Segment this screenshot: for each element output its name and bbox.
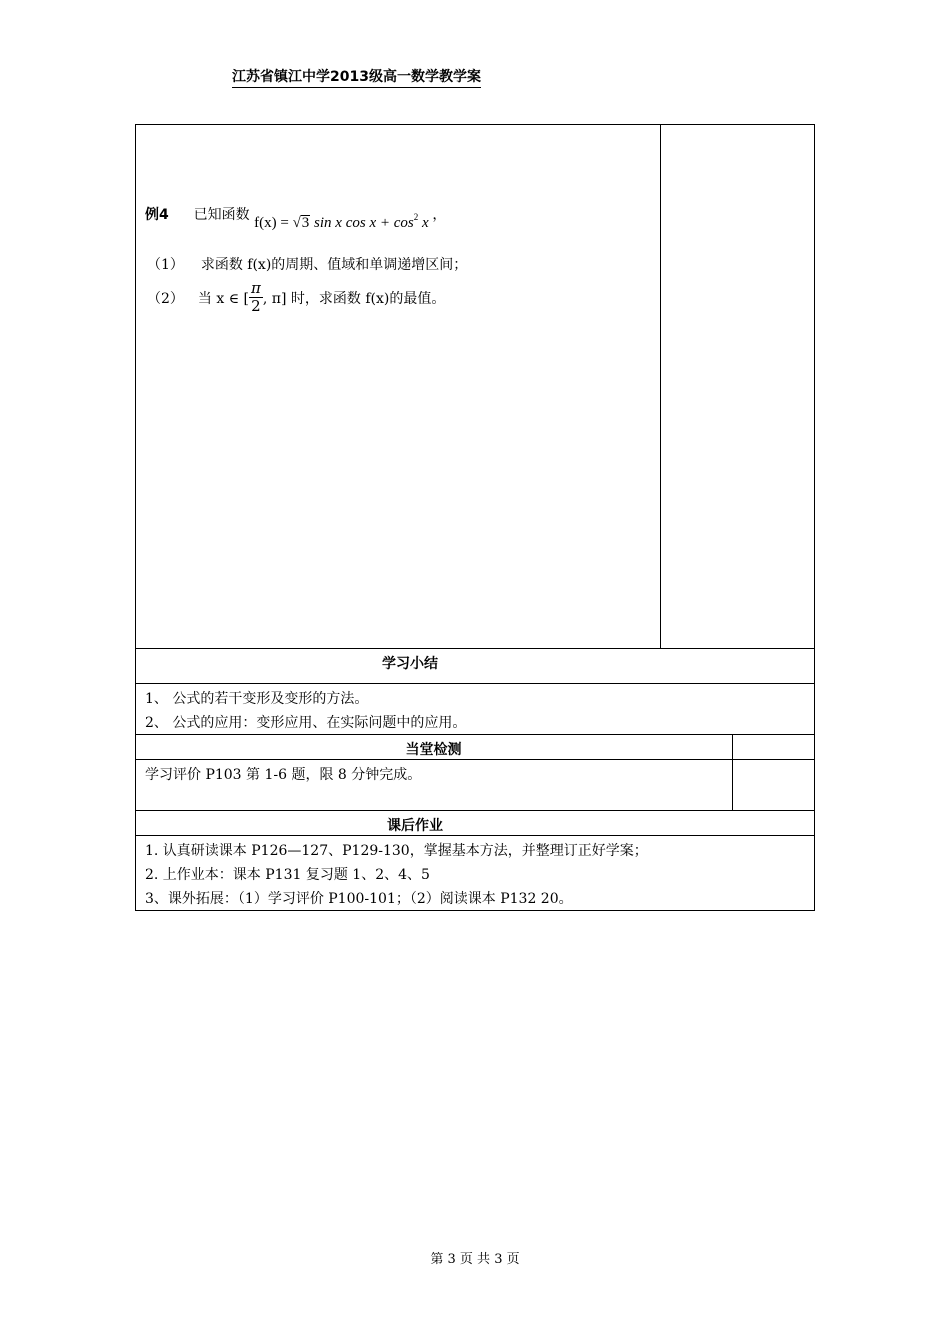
summary-item: 2、 公式的应用：变形应用、在实际问题中的应用。 [145, 715, 467, 731]
question-1: （1） 求函数 f(x)的周期、值域和单调递增区间； [147, 257, 468, 273]
homework-item: 1. 认真研读课本 P126—127、P129-130，掌握基本方法，并整理订正好学案； [145, 843, 648, 859]
row-divider [135, 734, 815, 735]
notes-column-divider [660, 124, 661, 648]
row-divider [135, 683, 815, 684]
check-column-divider [732, 734, 733, 810]
check-text: 学习评价 P103 第 1-6 题，限 8 分钟完成。 [145, 767, 422, 783]
sqrt-radicand: 3 [301, 215, 310, 231]
homework-title: 课后作业 [387, 818, 443, 834]
page-footer: 第 3 页 共 3 页 [430, 1252, 520, 1267]
check-title: 当堂检测 [405, 742, 462, 758]
document-header: 江苏省镇江中学2013级高一数学教学案 [232, 66, 481, 88]
summary-title: 学习小结 [382, 656, 438, 672]
homework-item: 2. 上作业本：课本 P131 复习题 1、2、4、5 [145, 867, 430, 883]
fraction-pi-over-2: $\frac{\pi}{2}$ [251, 279, 261, 315]
example-line: 例4 已知函数 f(x) = √3 sin x $\cos x + \cos^2 x$ ， [145, 207, 447, 231]
row-divider [135, 759, 815, 760]
summary-item: 1、 公式的若干变形及变形的方法。 [145, 691, 369, 707]
row-divider [135, 810, 815, 811]
example-formula: f(x) = √3 sin x $\cos x + \cos^2 x$ [254, 212, 429, 231]
example-label: 例4 [145, 207, 169, 223]
homework-item: 3、课外拓展：（1）学习评价 P100-101；（2）阅读课本 P132 20。 [145, 891, 573, 907]
lesson-table [135, 124, 815, 911]
row-divider [135, 835, 815, 836]
question-2: （2） 当 x ∈ [ $\frac{\pi}{2}$ , π] 时，求函数 f(x)的最值。 [147, 279, 446, 315]
example-intro: 已知函数 [193, 207, 250, 223]
row-divider [135, 648, 815, 649]
